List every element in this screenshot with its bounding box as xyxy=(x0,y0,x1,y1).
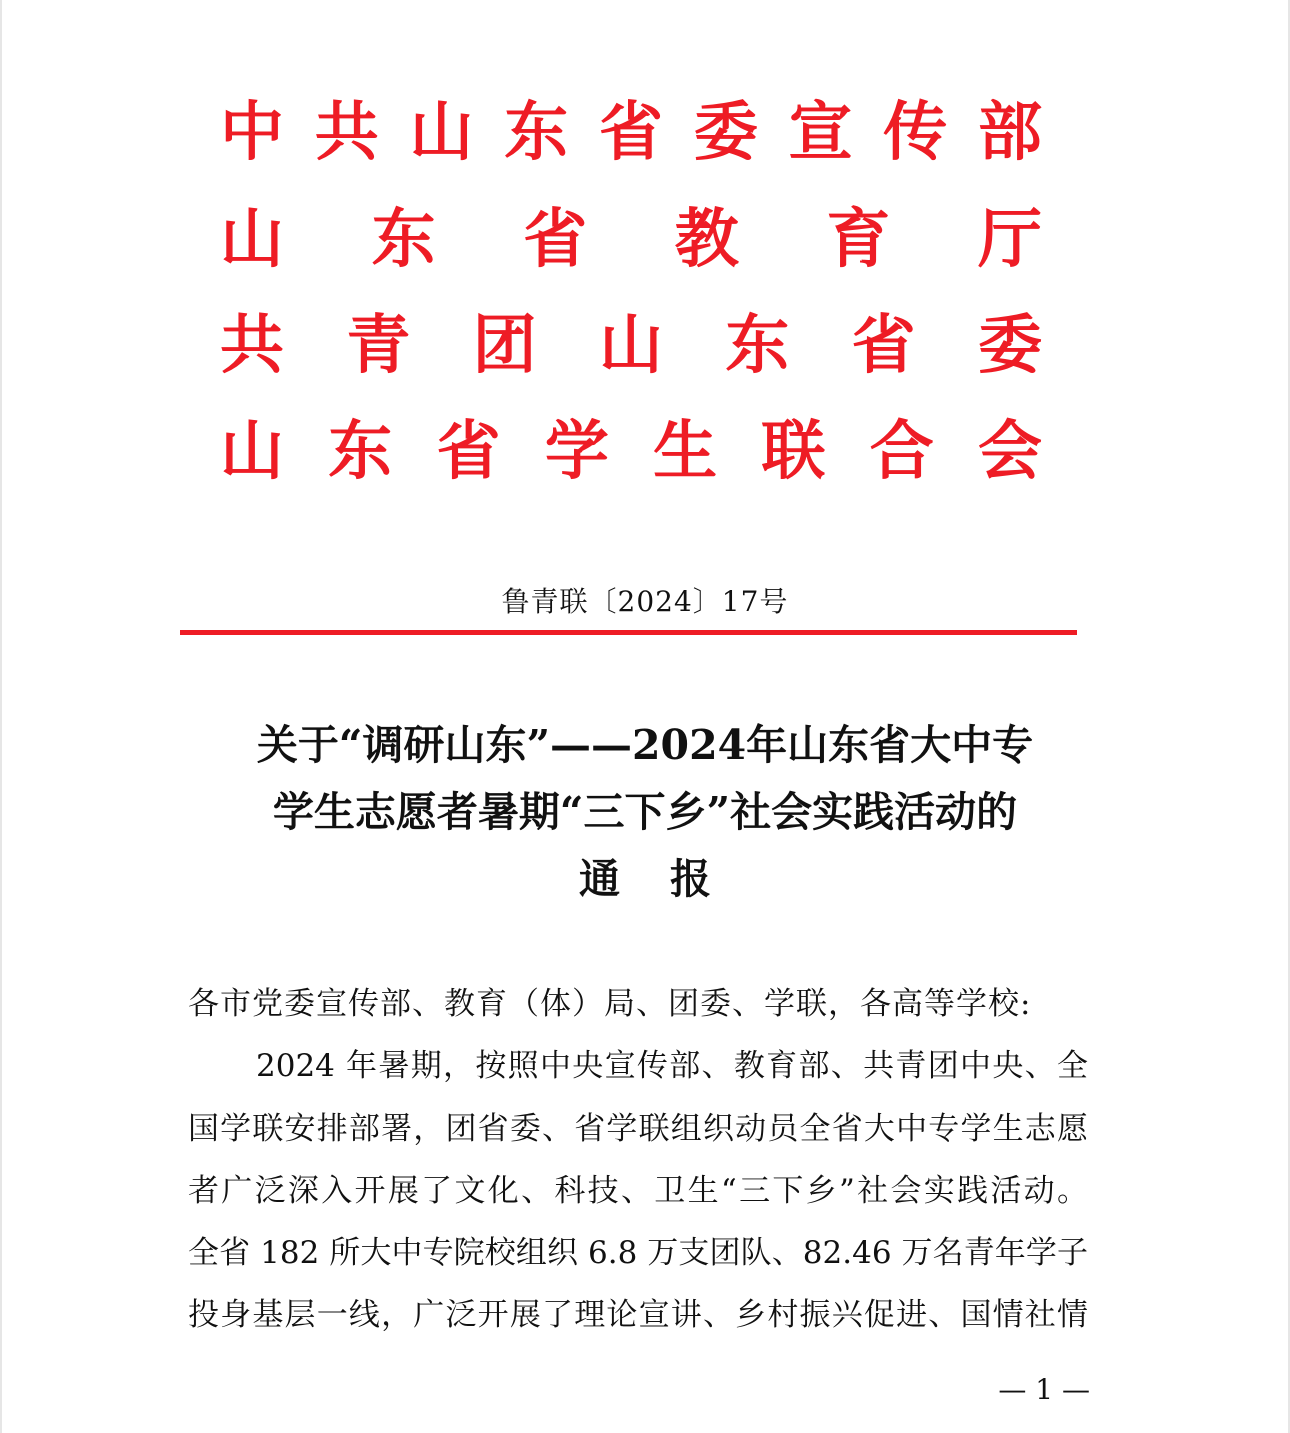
org-char: 会 xyxy=(977,415,1042,489)
title-line-1: 关于“调研山东”——2024年山东省大中专 xyxy=(256,721,1034,769)
org-char: 传 xyxy=(883,96,948,170)
body-line: 者广泛深入开展了文化、科技、卫生“三下乡”社会实践活动。 xyxy=(188,1173,1088,1209)
org-char: 东 xyxy=(725,309,790,383)
body-line: 2024 年暑期，按照中央宣传部、教育部、共青团中央、全 xyxy=(256,1048,1088,1084)
org-char: 厅 xyxy=(977,203,1042,277)
org-char: 委 xyxy=(977,309,1042,383)
org-char: 共 xyxy=(220,309,284,383)
org-line-education-department xyxy=(220,200,1042,280)
org-char: 东 xyxy=(371,203,436,277)
title-line-3: 通报 xyxy=(579,855,761,903)
org-char: 共 xyxy=(314,96,379,170)
org-char: 山 xyxy=(409,96,474,170)
red-divider-line xyxy=(180,630,1077,635)
title-line-2: 学生志愿者暑期“三下乡”社会实践活动的 xyxy=(272,788,1018,836)
org-char: 团 xyxy=(472,309,537,383)
org-char: 合 xyxy=(869,415,934,489)
body-line: 全省 182 所大中专院校组织 6.8 万支团队、82.46 万名青年学子 xyxy=(188,1235,1088,1271)
org-char: 山 xyxy=(220,415,284,489)
body-line: 投身基层一线，广泛开展了理论宣讲、乡村振兴促进、国情社情 xyxy=(188,1297,1088,1333)
org-char: 宣 xyxy=(788,96,853,170)
org-char: 山 xyxy=(598,309,663,383)
document-number: 鲁青联〔2024〕17号 xyxy=(501,585,789,618)
org-char: 省 xyxy=(599,96,663,170)
org-char: 联 xyxy=(761,415,826,489)
org-char: 部 xyxy=(978,96,1042,170)
org-char: 山 xyxy=(220,203,284,277)
body-line: 国学联安排部署，团省委、省学联组织动员全省大中专学生志愿 xyxy=(188,1111,1088,1147)
org-char: 青 xyxy=(346,309,411,383)
org-char: 学 xyxy=(544,415,609,489)
org-char: 教 xyxy=(674,203,739,277)
org-char: 生 xyxy=(653,415,718,489)
org-char: 委 xyxy=(693,96,758,170)
org-char: 育 xyxy=(826,203,891,277)
page-number: — 1 — xyxy=(998,1373,1090,1406)
org-line-youth-league xyxy=(220,306,1042,386)
org-char: 东 xyxy=(328,415,393,489)
salutation: 各市党委宣传部、教育（体）局、团委、学联，各高等学校: xyxy=(188,986,1032,1022)
org-char: 东 xyxy=(504,96,569,170)
org-char: 省 xyxy=(851,309,916,383)
org-char: 省 xyxy=(523,203,588,277)
org-char: 中 xyxy=(220,96,284,170)
page-edge-left xyxy=(0,0,2,1433)
org-char: 省 xyxy=(436,415,501,489)
org-line-propaganda-department xyxy=(220,93,1042,173)
org-line-student-federation xyxy=(220,412,1042,492)
